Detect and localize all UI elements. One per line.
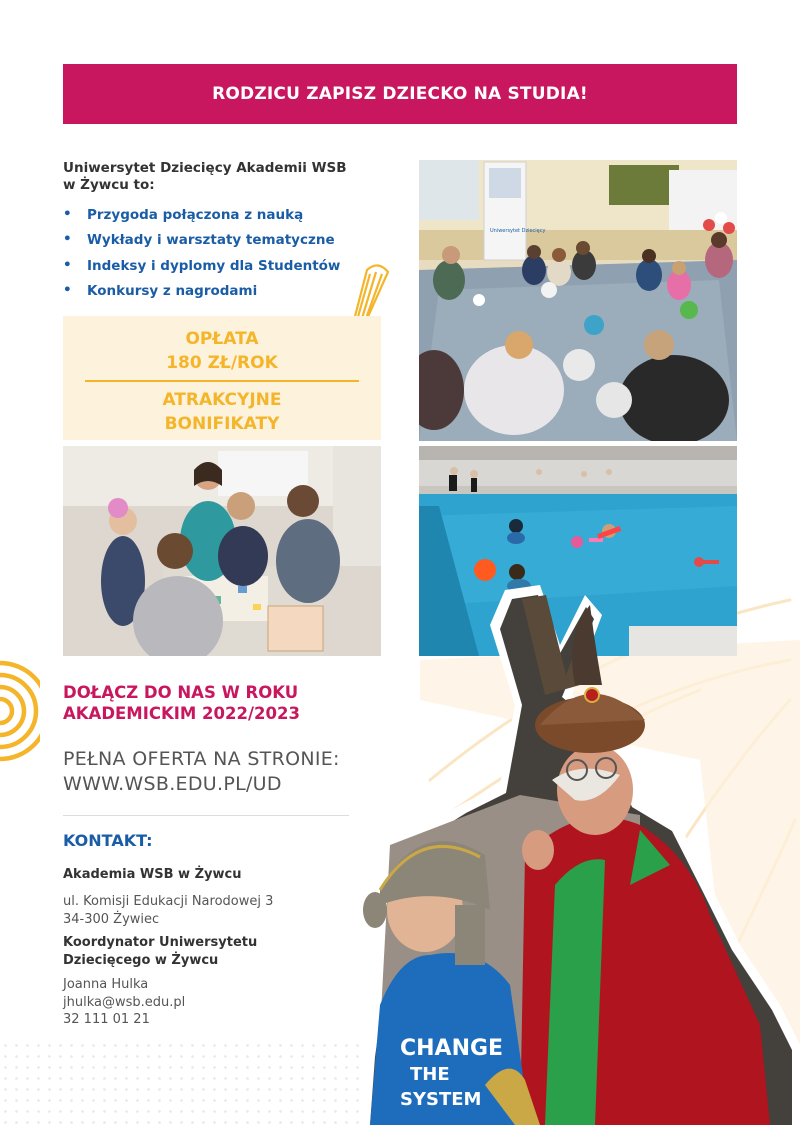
shirt-text-line-2: THE (410, 1064, 450, 1085)
join-line-1: DOŁĄCZ DO NAS W ROKU (63, 683, 299, 702)
coordinator-title-line-2: Dziecięcego w Żywcu (63, 953, 219, 968)
intro-line-1: Uniwersytet Dziecięcy Akademii WSB (63, 160, 347, 176)
coordinator-name: Joanna Hulka (63, 977, 149, 992)
section-divider (63, 815, 349, 816)
feature-item: • Przygoda połączona z nauką (63, 206, 304, 223)
website-link[interactable]: WWW.WSB.EDU.PL/UD (63, 773, 282, 795)
contact-address (63, 893, 273, 928)
feature-list (63, 207, 340, 308)
coordinator-email[interactable]: jhulka@wsb.edu.pl (63, 994, 186, 1010)
discount-label-1: ATRAKCYJNE (162, 390, 282, 410)
address-line-1: ul. Komisji Edukacji Narodowej 3 (63, 894, 274, 909)
coordinator-phone[interactable]: 32 111 01 21 (63, 1012, 150, 1027)
join-heading (63, 682, 383, 724)
feature-item: • Indeksy i dyplomy dla Studentów (63, 256, 341, 274)
shirt-text-line-1: CHANGE (400, 1036, 504, 1061)
discount-label-2: BONIFIKATY (164, 414, 280, 434)
coordinator-details (63, 976, 185, 1029)
arc-logo-decoration (0, 655, 40, 765)
header-title: RODZICU ZAPISZ DZIECKO NA STUDIA! (212, 84, 588, 104)
feature-item: • Wykłady i warsztaty tematyczne (63, 231, 335, 249)
address-line-2: 34-300 Żywiec (63, 911, 160, 927)
feature-item: • Konkursy z nagrodami (63, 281, 258, 299)
rollup-text: Uniwersytet Dziecięcy (490, 228, 546, 234)
contact-org: Akademia WSB w Żywcu (63, 867, 242, 882)
contact-heading: KONTAKT: (63, 831, 153, 850)
intro-line-2: w Żywcu to: (63, 177, 155, 193)
historical-costume-cutout-photo (340, 585, 800, 1125)
header-banner (63, 64, 737, 124)
join-line-2: AKADEMICKIM 2022/2023 (63, 704, 300, 723)
intro-text (63, 160, 383, 194)
coordinator-title (63, 934, 257, 970)
fee-label: OPŁATA (185, 329, 259, 349)
offer-line-1: PEŁNA OFERTA NA STRONIE: (63, 748, 340, 770)
shirt-text-line-3: SYSTEM (400, 1089, 482, 1110)
fee-box (63, 316, 381, 440)
puzzle-table-photo (63, 446, 381, 656)
dot-pattern-decoration (0, 1040, 360, 1125)
fee-divider (85, 380, 359, 382)
offer-text (63, 747, 383, 797)
fee-amount: 180 ZŁ/ROK (166, 353, 278, 373)
workshop-photo (419, 160, 737, 441)
coordinator-title-line-1: Koordynator Uniwersytetu (63, 935, 258, 950)
